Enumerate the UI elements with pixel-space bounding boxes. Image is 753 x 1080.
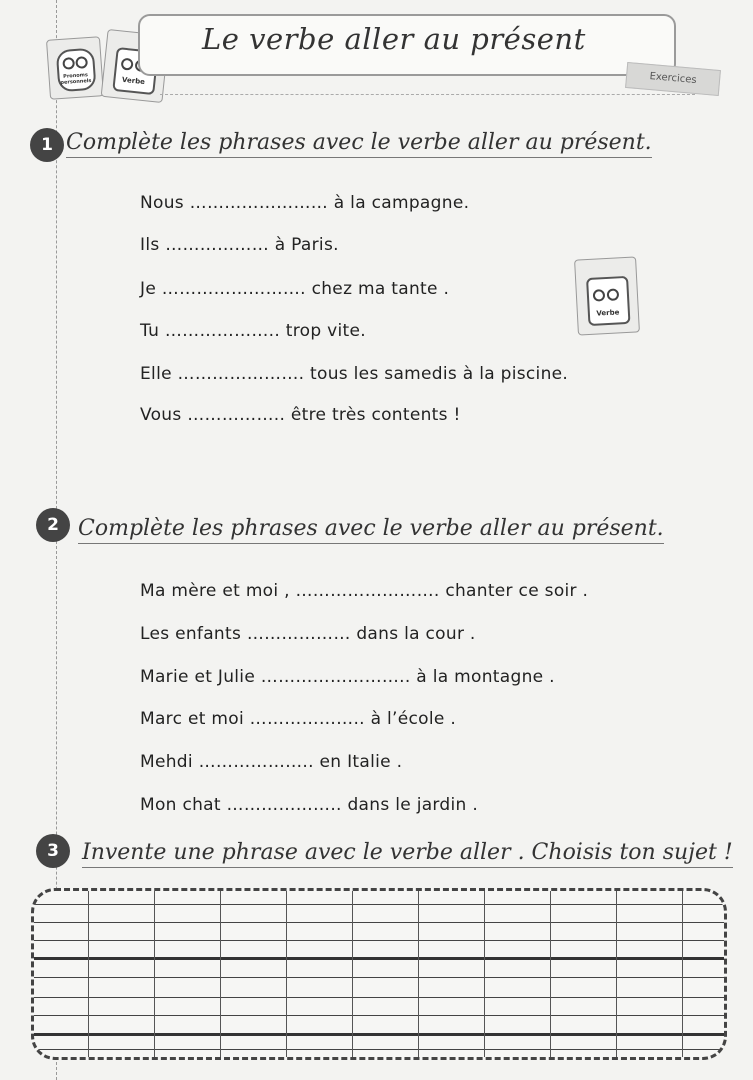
grid-line [34,1049,724,1050]
grid-column [220,891,221,1057]
grid-baseline [34,1033,724,1036]
exercise-2-sentence: Les enfants ……………… dans la cour . [140,624,476,644]
exercices-tag: Exercices [625,62,721,96]
writing-grid[interactable] [31,888,727,1060]
exercise-1-sentence: Je ……………………. chez ma tante . [140,279,450,299]
exercise-2-sentence: Mon chat ……………….. dans le jardin . [140,795,479,815]
grid-column [418,891,419,1057]
grid-column [154,891,155,1057]
exercise-2-sentence: Mehdi ……………….. en Italie . [140,752,403,772]
verbe-mascot-label: Verbe [121,75,146,87]
exercise-3-instruction: Invente une phrase avec le verbe aller . Choisis ton sujet ! [82,840,733,868]
title-divider [160,94,695,95]
exercise-1-sentence: Elle …………………. tous les samedis à la piscine. [140,364,569,384]
grid-column [682,891,683,1057]
exercise-3-number: 3 [36,834,70,868]
verbe-mascot-side-icon [574,256,640,335]
grid-column [286,891,287,1057]
grid-column [616,891,617,1057]
pronoms-mascot-label: Pronoms personnels [60,72,92,87]
grid-line [34,940,724,941]
pronoms-mascot-icon [46,36,104,100]
grid-line [34,977,724,978]
grid-column [352,891,353,1057]
exercise-2-instruction: Complète les phrases avec le verbe aller au présent. [78,516,664,544]
exercise-1-instruction: Complète les phrases avec le verbe aller au présent. [66,130,652,158]
exercise-2-sentence: Ma mère et moi , ……………………. chanter ce soir . [140,581,589,601]
exercise-1-sentence: Ils ……………… à Paris. [140,235,339,255]
exercise-2-sentence: Marc et moi ……………….. à l’école . [140,709,457,729]
grid-line [34,997,724,998]
grid-column [550,891,551,1057]
exercise-1-sentence: Nous …………………… à la campagne. [140,193,470,213]
exercise-1-sentence: Tu ……………….. trop vite. [140,321,366,341]
title-box [138,14,676,76]
grid-column [484,891,485,1057]
grid-line [34,922,724,923]
exercise-1-sentence: Vous …………….. être très contents ! [140,405,461,425]
grid-line [34,1015,724,1016]
grid-line [34,904,724,905]
grid-baseline [34,957,724,960]
page-title: Le verbe aller au présent [202,22,586,56]
verbe-mascot-side-label: Verbe [596,308,620,318]
exercise-2-number: 2 [36,508,70,542]
grid-column [88,891,89,1057]
exercise-1-number: 1 [30,128,64,162]
exercise-2-sentence: Marie et Julie …………………….. à la montagne . [140,667,555,687]
